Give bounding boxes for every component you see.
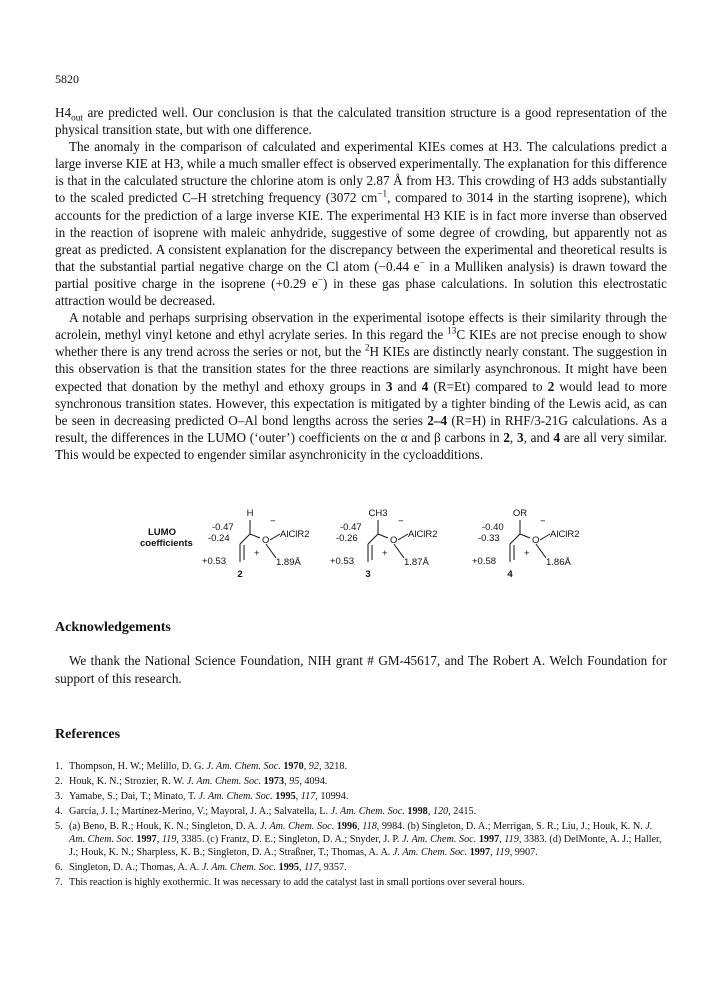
- reference-number: 1.: [55, 761, 63, 772]
- alpha-coefficient: -0.40: [482, 522, 504, 533]
- paragraph: $H4_{out}$ are predicted well. Our conclusion is that the calculated transition structure is a good representation of the physical transition state, but with one difference.: [55, 105, 667, 138]
- reference-number: 5.: [55, 820, 63, 832]
- substituent-label: H: [246, 508, 254, 519]
- acknowledgements-heading: Acknowledgements: [55, 620, 171, 635]
- o-al-bond: [540, 534, 550, 540]
- outer-coefficient: +0.53: [202, 556, 227, 567]
- paragraph: The anomaly in the comparison of calculated and experimental KIEs comes at H3. The calculations predict a large inverse KIE at H3, while a much smaller effect is observed experimentally. The explanation for this difference is that in the calculated structure the chlorine atom is only 2.87 Å from H3. This crowding of H3 adds substantially to the scaled predicted C–H stretching frequency (3072 $cm^{-1}$, compared to 3014 in the starting isoprene), which accounts for the prediction of a large inverse KIE. The experimental H3 KIE is in fact more inverse than observed in the reaction of isoprene with maleic anhydride, suggestive of some degree of crowding, but apparently not as great as predicted. A consistent explanation for the discrepancy between the experimental and theoretical results is that the substantial partial negative charge on the Cl atom (−0.44 e− in a Mulliken analysis) is drawn toward the partial positive charge in the isoprene (+0.29 e−) in these gas phase calculations. In solution this electrostatic attraction would be decreased.: [55, 139, 668, 309]
- positive-charge: +: [254, 548, 260, 559]
- alpha-coefficient: -0.47: [212, 522, 234, 533]
- oxygen-atom: O: [532, 535, 540, 546]
- bond-length-pointer: [394, 544, 404, 558]
- reference-number: 2.: [55, 775, 63, 787]
- o-al-bond-length: 1.86Å: [546, 557, 571, 568]
- outer-coefficient: +0.58: [472, 556, 497, 567]
- reference-number: 6.: [55, 862, 63, 874]
- reference-item: 2. Houk, K. N.; Strozier, R. W. J. Am. Chem. Soc. 1973, 95, 4094.: [55, 775, 328, 787]
- negative-charge: −: [540, 516, 546, 527]
- lewis-acid-label: AlClR2: [408, 529, 438, 540]
- o-al-bond-length: 1.89Å: [276, 557, 301, 568]
- compound-number: 3: [365, 569, 371, 580]
- reference-item: 7. This reaction is highly exothermic. It was necessary to add the catalyst last in small portions over several hours.: [55, 876, 525, 888]
- alpha-carbon-bond: [240, 534, 250, 544]
- structure-group: [202, 508, 580, 580]
- lumo-coefficients-figure: [140, 506, 610, 586]
- positive-charge: +: [382, 548, 388, 559]
- carbonyl-bond: [250, 534, 260, 538]
- o-al-bond: [270, 534, 280, 540]
- reference-item: 3. Yamabe, S.; Dai, T.; Minato, T. J. Am. Chem. Soc. 1995, 117, 10994.: [55, 790, 349, 802]
- reference-item: 6. Singleton, D. A.; Thomas, A. A. J. Am. Chem. Soc. 1995, 117, 9357.: [55, 862, 347, 874]
- alpha-coefficient: -0.47: [340, 522, 362, 533]
- body-text: [55, 104, 667, 463]
- reference-number: 4.: [55, 805, 63, 817]
- beta-coefficient: -0.26: [336, 533, 358, 544]
- reference-list: [55, 760, 667, 891]
- reference-number: 3.: [55, 790, 63, 802]
- reference-item: 1. Thompson, H. W.; Melillo, D. G. J. Am. Chem. Soc. 1970, 92, 3218.: [55, 761, 347, 772]
- carbonyl-bond: [378, 534, 388, 538]
- o-al-bond-length: 1.87Å: [404, 557, 429, 568]
- substituent-label: CH3: [368, 508, 388, 519]
- acknowledgements-text: We thank the National Science Foundation, NIH grant # GM-45617, and The Robert A. Welch Foundation for support of this research.: [55, 653, 667, 686]
- bond-length-pointer: [266, 544, 276, 558]
- reference-item: 4. García, J. I.; Martínez-Merino, V.; Mayoral, J. A.; Salvatella, L. J. Am. Chem. Soc. 1998, 120, 2415.: [55, 805, 477, 817]
- alpha-carbon-bond: [368, 534, 378, 544]
- lewis-acid-label: AlClR2: [550, 529, 580, 540]
- carbonyl-bond: [520, 534, 530, 538]
- figure-label-lumo: LUMO: [148, 527, 176, 538]
- oxygen-atom: O: [390, 535, 398, 546]
- outer-coefficient: +0.53: [330, 556, 355, 567]
- structure-4: [472, 508, 580, 580]
- oxygen-atom: O: [262, 535, 270, 546]
- negative-charge: −: [398, 516, 404, 527]
- references-heading: References: [55, 727, 121, 742]
- paragraph: A notable and perhaps surprising observation in the experimental isotope effects is their similarity through the acrolein, methyl vinyl ketone and ethyl acrylate series. In this regard the $^{13}$C KIEs are not precise enough to show whether there is any trend across the series or not, but the $^2$H KIEs are distinctly nearly constant. The suggestion in this observation is that the transition states for the three reactions are similarly asynchronous. It might have been expected that donation by the methyl and ethoxy groups in 3 and 4 (R=Et) compared to 2 would lead to more synchronous transition states. However, this expectation is mitigated by a tighter binding of the Lewis acid, as can be seen in decreasing predicted O–Al bond lengths across the series 2–4 (R=H) in RHF/3-21G calculations. As a result, the differences in the LUMO (‘outer’) coefficients on the α and β carbons in 2, 3, and 4 are all very similar. This would be expected to engender similar asynchronicity in the cycloadditions.: [55, 310, 668, 462]
- negative-charge: −: [270, 516, 276, 527]
- beta-coefficient: -0.33: [478, 533, 500, 544]
- compound-number: 4: [507, 569, 513, 580]
- o-al-bond: [398, 534, 408, 540]
- compound-number: 2: [237, 569, 243, 580]
- reference-item: 5. (a) Beno, B. R.; Houk, K. N.; Singleton, D. A. J. Am. Chem. Soc. 1996, 118, 9984. (b) Singleton, D. A.; Merrigan, S. R.; Liu, J.; Houk, K. N. J. Am. Chem. Soc. 1997, 119, 3385. (c) Frantz, D. E.; Singleton, D. A.; Snyder, J. P. J. Am. Chem. Soc. 1997, 119, 3383. (d) DelMonte, A. J.; Haller, J.; Houk, K. N.; Sharpless, K. B.; Singleton, D. A.; Straßner, T.; Thomas, A. A. J. Am. Chem. Soc. 1997, 119, 9907.: [55, 820, 662, 859]
- page-number: 5820: [55, 72, 79, 86]
- figure-label-coefficients: coefficients: [140, 538, 193, 549]
- beta-coefficient: -0.24: [208, 533, 230, 544]
- substituent-label: OR: [512, 508, 528, 519]
- structure-2: [202, 508, 310, 580]
- structure-3: [330, 508, 438, 580]
- positive-charge: +: [524, 548, 530, 559]
- reference-number: 7.: [55, 876, 63, 888]
- alpha-carbon-bond: [510, 534, 520, 544]
- bond-length-pointer: [536, 544, 546, 558]
- lewis-acid-label: AlClR2: [280, 529, 310, 540]
